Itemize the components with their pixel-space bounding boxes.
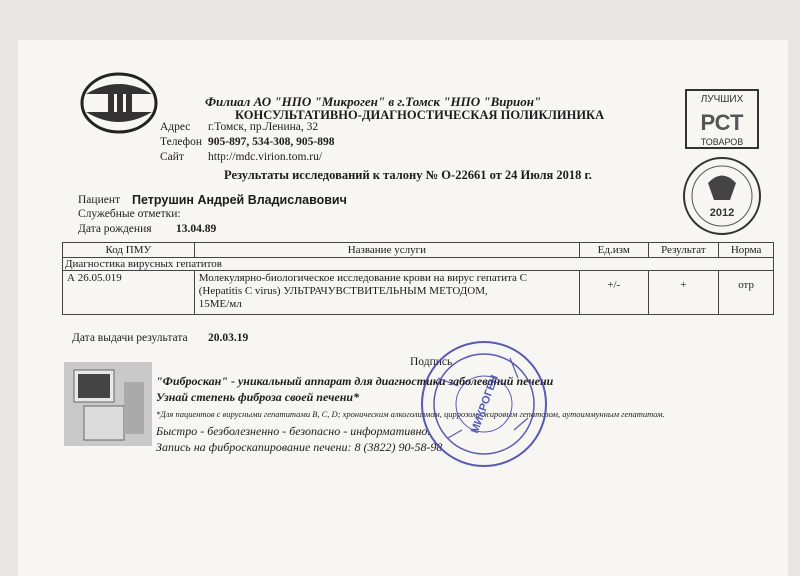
dob-label: Дата рождения bbox=[78, 223, 152, 235]
signature-label: Подпись bbox=[410, 356, 453, 368]
address-label: Адрес bbox=[160, 121, 191, 133]
group-row bbox=[63, 258, 774, 271]
patient-name: Петрушин Андрей Владиславович bbox=[132, 193, 347, 207]
header-name: Название услуги bbox=[194, 243, 579, 258]
clinic-title: КОНСУЛЬТАТИВНО-ДИАГНОСТИЧЕСКАЯ ПОЛИКЛИНИКА bbox=[235, 108, 605, 122]
fibro-name: "Фиброскан" bbox=[156, 374, 228, 388]
row-result: + bbox=[648, 271, 719, 315]
issue-value: 20.03.19 bbox=[208, 332, 249, 344]
fibro-line2: Узнай степень фиброза своей печени* bbox=[156, 390, 360, 404]
fibro-line5: Запись на фиброскапирование печени: 8 (3822) 90-58-98 bbox=[156, 440, 443, 454]
fibroscan-device-image bbox=[64, 362, 152, 446]
svg-text:МИКРОГЕН: МИКРОГЕН bbox=[468, 373, 502, 436]
services-table bbox=[62, 242, 774, 315]
logo-top-text: ЛУЧШИХ bbox=[700, 94, 744, 105]
phone-value: 905-897, 534-308, 905-898 bbox=[208, 136, 335, 148]
fibro-line4: Быстро - безболезненно - безопасно - информативно. bbox=[156, 424, 431, 438]
address-value: г.Томск, пр.Ленина, 32 bbox=[208, 121, 319, 133]
svg-text:РСТ: РСТ bbox=[700, 110, 744, 135]
header-unit: Ед.изм bbox=[579, 243, 648, 258]
header-code: Код ПМУ bbox=[63, 243, 195, 258]
logo-year: 2012 bbox=[709, 207, 735, 219]
site-label: Сайт bbox=[160, 151, 184, 163]
branch-line: Филиал АО "НПО "Микроген" в г.Томск "НПО "Вирион" bbox=[205, 94, 542, 109]
fibro-footnote: *Для пациентов с вирусными гепатитами В, С, D; хроническим алкоголизмом, циррозом, жировым гепатозом, аутоиммунным гепатитом. bbox=[156, 409, 665, 419]
best-goods-2012-logo bbox=[680, 88, 770, 238]
patient-label: Пациент bbox=[78, 194, 121, 206]
clinic-stamp bbox=[418, 338, 550, 470]
row-norm: отр bbox=[719, 271, 774, 315]
site-value: http://mdc.virion.tom.ru/ bbox=[208, 151, 323, 163]
service-marks-label: Служебные отметки: bbox=[78, 208, 181, 220]
virion-logo bbox=[80, 72, 158, 134]
row-name-line1: Молекулярно-биологическое исследование крови на вирус гепатита С bbox=[198, 272, 528, 284]
fibro-line1-rest: - уникальный аппарат для диагностики заболеваний печени bbox=[227, 374, 554, 388]
table-row bbox=[63, 271, 774, 315]
results-title: Результаты исследований к талону № О-22661 от 24 Июля 2018 г. bbox=[224, 168, 592, 182]
row-name bbox=[194, 271, 579, 315]
table-header-row bbox=[63, 243, 774, 258]
logo-bottom-text: ТОВАРОВ bbox=[700, 137, 744, 147]
row-name-line2: (Hepatitis C virus) УЛЬТРАЧУВСТВИТЕЛЬНЫМ МЕТОДОМ, bbox=[198, 285, 488, 297]
dob-value: 13.04.89 bbox=[176, 223, 217, 235]
header-norm: Норма bbox=[719, 243, 774, 258]
issue-label: Дата выдачи результата bbox=[72, 332, 188, 344]
group-title: Диагностика вирусных гепатитов bbox=[63, 258, 774, 271]
header-result: Результат bbox=[648, 243, 719, 258]
row-name-line3: 15МЕ/мл bbox=[198, 298, 242, 310]
row-code: А 26.05.019 bbox=[63, 271, 195, 315]
row-unit: +/- bbox=[579, 271, 648, 315]
phone-label: Телефон bbox=[160, 136, 203, 148]
